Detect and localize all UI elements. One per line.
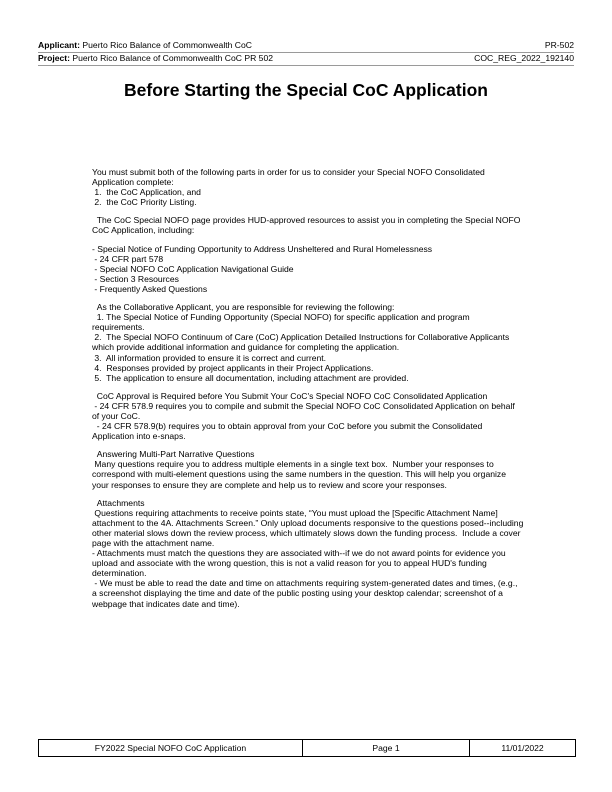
applicant-header-row (38, 40, 574, 52)
page-title: Before Starting the Special CoC Application (124, 80, 488, 100)
instructions-body (92, 167, 524, 617)
instruction-line: - Special NOFO CoC Application Navigational Guide (92, 263, 294, 274)
instruction-paragraph (92, 244, 524, 294)
instruction-line: 5. The application to ensure all documentation, including attachment are provided. (92, 372, 409, 383)
instruction-paragraph (92, 498, 524, 609)
instruction-paragraph (92, 391, 524, 441)
instruction-line: - 24 CFR 578.9 requires you to compile and submit the Special NOFO CoC Consolidated Application on behalf of your CoC. (92, 400, 518, 421)
project-header-row (38, 53, 574, 65)
instruction-line: - We must be able to read the date and time on attachments requiring system-generated dates and times, (e.g., a screenshot displaying the time and date of the public posting using your desktop calendar; screenshot of a webpage that indicates date and time). (92, 578, 520, 609)
instruction-line: 3. All information provided to ensure it is correct and current. (92, 352, 327, 363)
instruction-line: Questions requiring attachments to receive points state, “You must upload the [Specific Attachment Name] attachment to the 4A. Attachments Screen.” Only upload documents responsive to the questions posed--including other material slows down the review process, which ultimately slows down the funding process. Include a cover page with the attachment name. (92, 507, 526, 548)
instruction-line: The CoC Special NOFO page provides HUD-approved resources to assist you in completing the Special NOFO CoC Application, including: (92, 215, 523, 236)
instruction-line: 2. The Special NOFO Continuum of Care (CoC) Application Detailed Instructions for Collaborative Applicants which provide additional information and guidance for completing the application. (92, 332, 512, 353)
instruction-line: As the Collaborative Applicant, you are responsible for reviewing the following: (92, 302, 395, 313)
instruction-line: Many questions require you to address multiple elements in a single text box. Number your responses to correspond with multi-element questions using the same numbers in the question. This will help you organize your responses to ensure they are complete and help us to review and score your responses. (92, 459, 509, 490)
footer-page-number: Page 1 (303, 740, 470, 756)
instruction-line: - Section 3 Resources (92, 273, 179, 284)
instruction-line: - Frequently Asked Questions (92, 283, 208, 294)
instruction-line: - 24 CFR 578.9(b) requires you to obtain approval from your CoC before you submit the Consolidated Application into e-snaps. (92, 421, 485, 442)
instruction-line: 1. The Special Notice of Funding Opportunity (Special NOFO) for specific application and program requirements. (92, 312, 473, 333)
instruction-line: Attachments (92, 497, 145, 508)
instruction-paragraph (92, 215, 524, 235)
page-footer (38, 739, 576, 757)
project-code: COC_REG_2022_192140 (474, 53, 574, 63)
instruction-line: - Attachments must match the questions they are associated with--if we do not award points for evidence you upload and associate with the wrong question, this is not a valid reason for you to appeal HUD's funding determination. (92, 548, 509, 579)
instruction-line: 4. Responses provided by project applicants in their Project Applications. (92, 362, 374, 373)
instruction-paragraph (92, 167, 524, 207)
project-value: Puerto Rico Balance of Commonwealth CoC PR 502 (72, 53, 274, 63)
instruction-line: You must submit both of the following parts in order for us to consider your Special NOFO Consolidated Application complete: (92, 167, 487, 188)
instruction-line: Answering Multi-Part Narrative Questions (92, 449, 255, 460)
instruction-paragraph (92, 302, 524, 383)
header-divider (38, 65, 574, 66)
applicant-code: PR-502 (544, 40, 574, 50)
instruction-paragraph (92, 449, 524, 489)
footer-date: 11/01/2022 (501, 743, 544, 753)
footer-form-name: FY2022 Special NOFO CoC Application (39, 740, 303, 756)
instruction-line: - 24 CFR part 578 (92, 253, 164, 264)
instruction-line: - Special Notice of Funding Opportunity to Address Unsheltered and Rural Homelessness (92, 243, 433, 254)
instruction-line: CoC Approval is Required before You Submit Your CoC's Special NOFO CoC Consolidated Application (92, 390, 488, 401)
instruction-line: 1. the CoC Application, and (92, 187, 201, 198)
instruction-line: 2. the CoC Priority Listing. (92, 197, 197, 208)
project-label: Project: (38, 53, 70, 63)
applicant-label: Applicant: (38, 40, 81, 50)
applicant-value: Puerto Rico Balance of Commonwealth CoC (82, 40, 252, 50)
